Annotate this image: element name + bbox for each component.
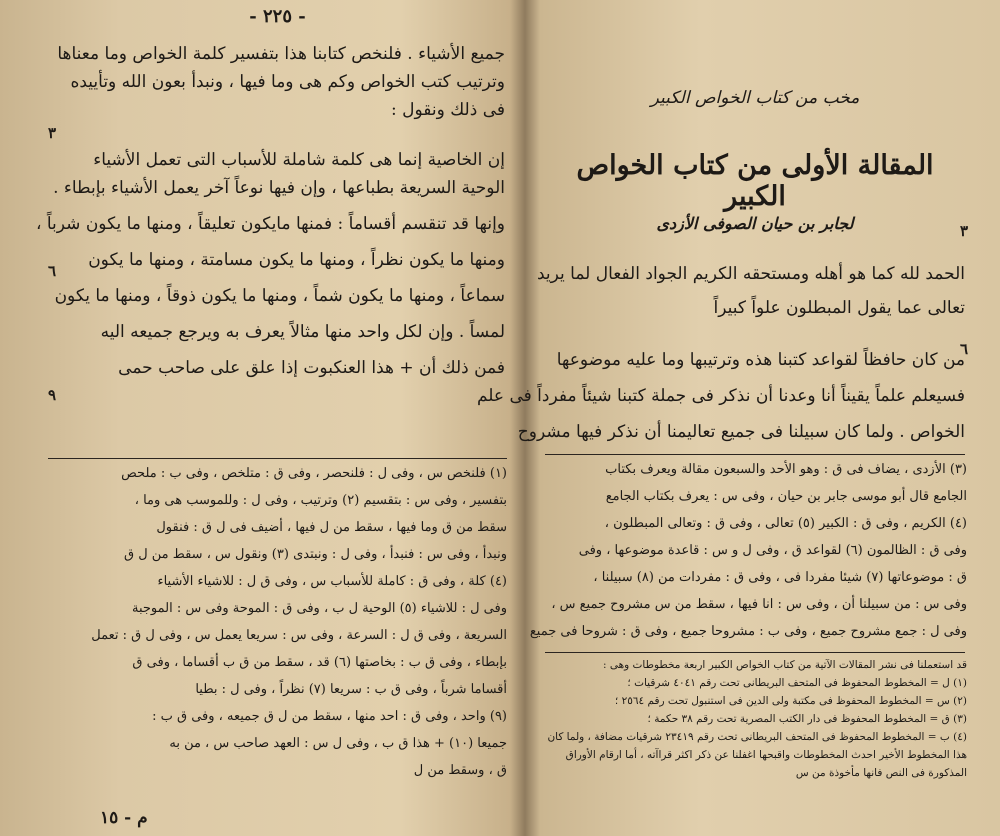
line-number: ٣: [960, 222, 969, 240]
manuscript-line: هذا المخطوط الأخير احدث المخطوطات واقبحها اغفلنا عن ذكر اكثر قراآته ، أما ارقام الأوراق: [565, 749, 967, 761]
footnotes: [48, 460, 507, 784]
manuscripts-divider: [545, 652, 965, 653]
footnote-line: ق ، وسقط من ل: [413, 763, 507, 778]
manuscript-line: المذكورة فى النص فانها مأخوذة من س: [795, 767, 967, 779]
footnote-line: (١) فلنخص س ، وفى ل : فلنحصر ، وفى ق : متلخص ، وفى ب : ملحص: [121, 466, 507, 481]
line-numbers: [35, 0, 515, 460]
line-number: ٩: [48, 386, 57, 404]
footnote-line: (٩) واحد ، وفى ق : احد منها ، سقط من ل ق جميعه ، وفى ق ب :: [152, 709, 507, 724]
footnote-line: بتفسير ، وفى س : بتقسيم (٢) وترتيب ، وفى ل : وللموسب هى وما ،: [134, 493, 507, 508]
footnote-line: جميعا (١٠) + هذا ق ب ، وفى ل س : العهد صاحب س ، من به: [169, 736, 507, 751]
text-line: الحمد لله كما هو أهله ومستحقه الكريم الجواد الفعال لما يريد: [536, 264, 965, 284]
text-line: فى ذلك ونقول :: [391, 100, 505, 120]
text-line: ومنها ما يكون نظراً ، ومنها ما يكون مسامتة ، ومنها ما يكون: [88, 250, 505, 270]
manuscript-line: قد استعملنا فى نشر المقالات الآتية من كتاب الخواص الكبير اربعة مخطوطات وهى :: [602, 659, 967, 671]
text-line: لمساً . وإن لكل واحد منها مثالاً يعرف به ويرجع جميعه اليه: [100, 322, 505, 342]
supertitle: مخب من كتاب الخواص الكبير: [650, 88, 860, 108]
text-line: الوحية السريعة بطباعها ، وإن فيها نوعاً آخر يعمل الأشياء بإبطاء .: [53, 178, 505, 198]
footnote-line: بإبطاء ، وفى ق ب : بخاصتها (٦) قد ، سقط من ق ب أقساما ، وفى ق: [132, 655, 507, 670]
text-line: فسيعلم علماً يقيناً أنا وعدنا أن نذكر فى جملة كتبنا شيئاً مفرداً فى علم: [476, 386, 965, 406]
text-line: من كان حافظاً لقواعد كتبنا هذه وترتيبها وما عليه موضوعها: [556, 350, 965, 370]
line-number: ٣: [48, 124, 57, 142]
footnote-line: الجامع قال أبو موسى جابر بن حيان ، وفى س : يعرف بكتاب الجامع: [605, 489, 967, 504]
line-number: ٦: [48, 262, 57, 280]
text-line: إن الخاصية إنما هى كلمة شاملة للأسباب التى تعمل الأشياء: [93, 150, 505, 170]
line-number: ٦: [960, 340, 969, 358]
footnote-line: السريعة ، وفى ق ل : السرعة ، وفى س : سريعا يعمل س ، وفى ل ق : تعمل: [91, 628, 507, 643]
author-line: لجابر بن حيان الصوفى الأزدى: [656, 214, 854, 233]
text-line: فمن ذلك أن + هذا العنكبوت إذا علق على صاحب حمى: [118, 358, 505, 378]
manuscript-line: (٣) ق = المخطوط المحفوظ فى دار الكتب المصرية تحت رقم ٣٨ حكمة ؛: [647, 713, 967, 725]
footnote-divider: [48, 458, 507, 459]
right-page: [476, 0, 975, 836]
footnote-line: وفى س : من سبيلنا أن ، وفى س : انا فيها ، سقط من س مشروح جميع س ،: [551, 597, 967, 612]
footnotes: [529, 456, 967, 645]
footnote-divider: [545, 454, 965, 455]
text-line: وإنها قد تنقسم أقساماً : فمنها مايكون تعليقاً ، ومنها ما يكون شرباً ،: [35, 214, 505, 234]
footnote-line: سقط من ق وما فيها ، سقط من ل فيها ، أضيف فى ل ق : فنقول: [156, 520, 507, 535]
footnote-line: (٤) الكريم ، وفى ق : الكبير (٥) تعالى ، وفى ق : وتعالى المبطلون ،: [604, 516, 967, 531]
chapter-title: المقالة الأولى من كتاب الخواص الكبير: [576, 150, 934, 212]
text-line: سماعاً ، ومنها ما يكون شماً ، ومنها ما يكون ذوقاً ، ومنها ما يكون: [54, 286, 505, 306]
manuscript-line: (٤) ب = المخطوط المحفوظ فى المتحف البريطانى تحت رقم ٢٣٤١٩ شرقيات مضافة ، ولما كان: [547, 731, 967, 743]
footnote-line: وفى ل : جمع مشروح جميع ، وفى ب : مشروحا جميع ، وفى ق : شروحا فى جميع: [529, 624, 967, 639]
manuscript-line: (١) ل = المخطوط المحفوظ فى المتحف البريطانى تحت رقم ٤٠٤١ شرقيات ؛: [627, 677, 967, 689]
footnote-line: وفى ل : للاشياء (٥) الوحية ل ب ، وفى ق : الموحة وفى س : الموجبة: [131, 601, 507, 616]
footnote-line: (٤) كلة ، وفى ق : كاملة للأسباب س ، وفى ق ل : للاشياء الأشياء: [157, 574, 507, 589]
footnote-line: أقساما شرباً ، وفى ق ب : سريعا (٧) نظراً ، وفى ل : بطيا: [195, 682, 507, 697]
footnote-line: (٣) الأزدى ، يضاف فى ق : وهو الأحد والسبعون مقالة ويعرف بكتاب: [605, 462, 967, 477]
footnote-line: ق : موضوعاتها (٧) شيئا مفردا فى ، وفى ق : مفردات من (٨) سبيلنا ،: [593, 570, 967, 585]
signature-mark: م - ١٥: [100, 808, 148, 828]
footnote-line: وفى ق : الظالمون (٦) لقواعد ق ، وفى ل و س : قاعدة موضوعها ، وفى: [578, 543, 967, 558]
page-number: - ٢٢٥ -: [249, 6, 306, 27]
line-numbers: [476, 0, 975, 460]
manuscript-line: (٢) س = المخطوط المحفوظ فى مكتبة ولى الدين فى استنبول تحت رقم ٢٥٦٤ ؛: [614, 695, 967, 707]
footnote-line: ونبدأ ، وفى س : فنبدأ ، وفى ل : ونبتدى (٣) ونقول س ، سقط من ل ق: [123, 547, 507, 562]
text-line: الخواص . ولما كان سبيلنا فى جميع تعاليمنا أن نذكر فيها مشروح: [517, 422, 965, 442]
left-page: [35, 0, 515, 836]
text-line: تعالى عما يقول المبطلون علواً كبيراً: [713, 298, 965, 318]
text-line: وترتيب كتب الخواص وكم هى وما فيها ، ونبدأ بعون الله وتأييده: [70, 72, 505, 92]
manuscripts-note: [543, 656, 967, 782]
text-line: جميع الأشياء . فلنخص كتابنا هذا بتفسير كلمة الخواص وما معناها: [57, 44, 505, 64]
